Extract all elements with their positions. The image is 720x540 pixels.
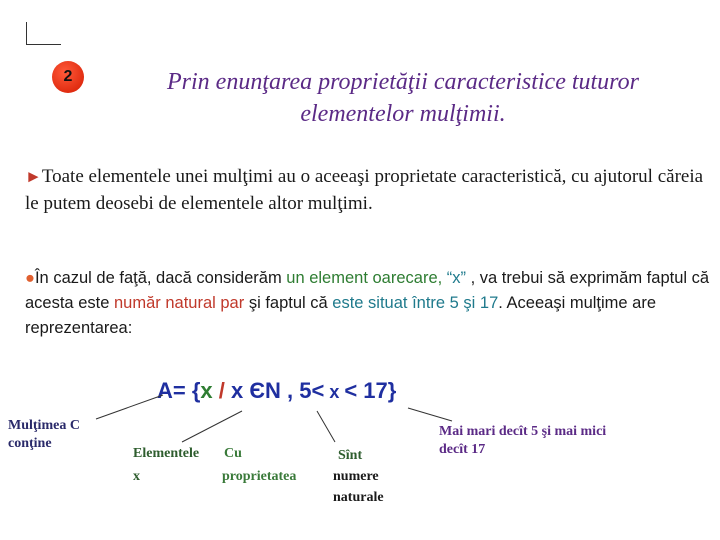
line-sint bbox=[317, 411, 335, 442]
p2-text-natural-par: număr natural par bbox=[113, 294, 249, 312]
formula-condition: x ЄN , 5< bbox=[231, 378, 325, 403]
label-naturale: naturale bbox=[333, 490, 384, 505]
formula-x-small: x bbox=[324, 382, 345, 402]
p2-text-4: , va trebui să exprimăm faptul că acesta este bbox=[25, 269, 710, 312]
bullet-icon: ● bbox=[25, 269, 35, 287]
label-multimea: Mulţimea C conţine bbox=[8, 418, 80, 451]
label-sint: Sînt bbox=[338, 448, 363, 463]
slide-number: 2 bbox=[63, 68, 73, 85]
label-elementele: Elementele bbox=[133, 446, 200, 461]
triangle-arrow-icon: ► bbox=[25, 167, 42, 186]
label-x: x bbox=[133, 469, 140, 484]
paragraph-1-text: Toate elementele unei mulţimi au o aceeaşi proprietate caracteristică, cu ajutorul căreia le putem deosebi de elementele altor mulţimi. bbox=[25, 166, 704, 214]
label-numere: numere bbox=[333, 469, 379, 484]
p2-text-8: . Aceeaşi mulţime are reprezentarea: bbox=[25, 294, 657, 337]
formula-start: A= { bbox=[157, 378, 201, 403]
p2-text-element: un element oarecare, bbox=[286, 269, 447, 287]
label-proprietatea: proprietatea bbox=[222, 469, 297, 484]
formula-x: x bbox=[200, 378, 213, 403]
label-cu: Cu bbox=[224, 446, 242, 461]
p2-text-6: şi faptul că bbox=[248, 294, 333, 312]
line-mai-mari bbox=[408, 408, 452, 421]
formula-end: < 17} bbox=[344, 378, 397, 403]
p2-text-x: “x” bbox=[446, 269, 471, 287]
line-multimea bbox=[96, 395, 163, 419]
p2-text-interval: este situat între 5 şi 17 bbox=[332, 294, 499, 312]
formula-slash: / bbox=[212, 378, 232, 403]
label-mai-mari: Mai mari decît 5 şi mai mici decît 17 bbox=[439, 424, 607, 457]
p2-text-1: În cazul de faţă, dacă considerăm bbox=[34, 269, 287, 287]
slide-title: Prin enunţarea proprietăţii caracteristice tuturor elementelor mulţimii. bbox=[167, 69, 639, 127]
line-elementele bbox=[182, 411, 242, 442]
